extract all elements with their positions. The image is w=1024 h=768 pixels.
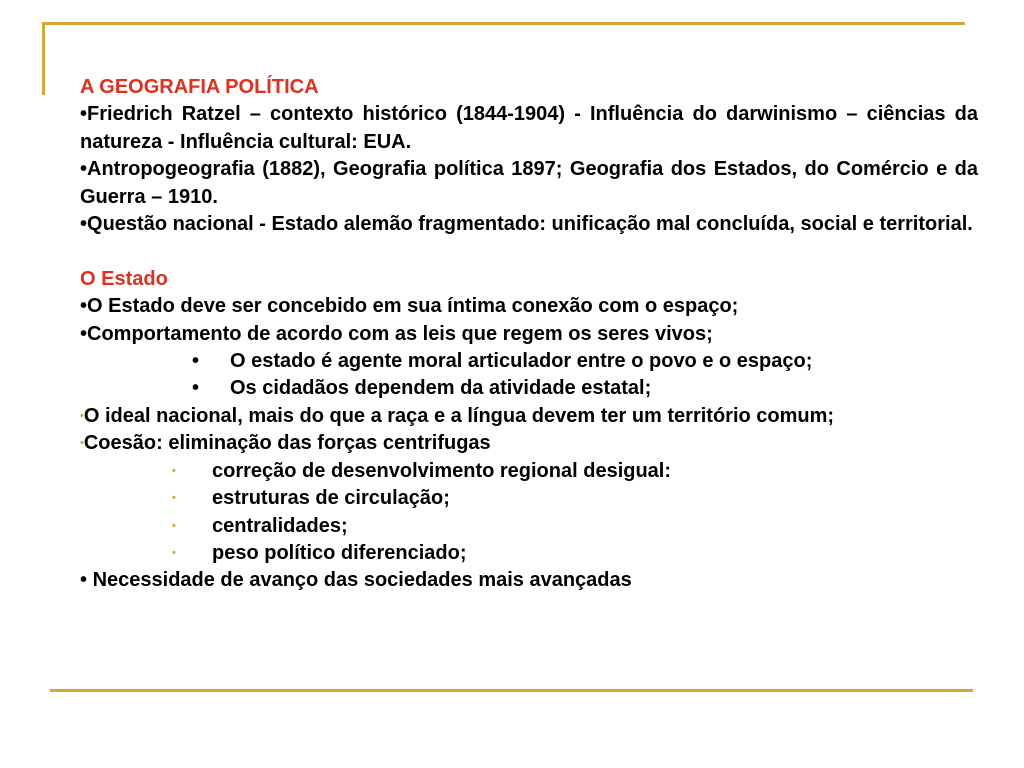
bullet-icon: • <box>192 350 200 373</box>
bullet-item: •O ideal nacional, mais do que a raça e a língua devem ter um território comum; <box>80 404 835 427</box>
bullet-icon: • <box>192 377 200 400</box>
bullet-item: • Necessidade de avanço das sociedades mais avançadas <box>80 569 632 592</box>
small-bullet-icon: • <box>80 409 84 422</box>
small-bullet-icon: • <box>172 464 176 477</box>
small-bullet-icon: • <box>172 492 176 505</box>
left-decorative-line <box>42 22 45 95</box>
section-heading-geografia: A GEOGRAFIA POLÍTICA <box>80 76 319 98</box>
bullet-icon: • <box>80 103 88 126</box>
spacer <box>80 238 978 265</box>
small-bullet-icon: • <box>80 437 84 450</box>
sub-bullet-item: • peso político diferenciado; <box>80 540 978 567</box>
small-bullet-icon: • <box>172 519 176 532</box>
small-bullet-icon: • <box>172 546 176 559</box>
slide-body <box>80 74 978 595</box>
bullet-icon: • <box>80 569 88 592</box>
bullet-icon: • <box>80 322 88 345</box>
bullet-item: •Questão nacional - Estado alemão fragmentado: unificação mal concluída, social e territorial. <box>80 213 973 236</box>
top-decorative-line <box>42 22 965 25</box>
sub-bullet-item: • estruturas de circulação; <box>80 485 978 512</box>
sub-bullet-item: • centralidades; <box>80 513 978 540</box>
section-heading-estado: O Estado <box>80 267 168 290</box>
bullet-item: •Antropogeografia (1882), Geografia política 1897; Geografia dos Estados, do Comércio e da Guerra – 1910. <box>80 158 978 208</box>
bullet-item: •Coesão: eliminação das forças centrifugas <box>80 432 491 455</box>
bullet-item: •Comportamento de acordo com as leis que regem os seres vivos; <box>80 322 713 345</box>
bullet-item: •Friedrich Ratzel – contexto histórico (1844-1904) - Influência do darwinismo – ciências da natureza - Influência cultural: EUA. <box>80 103 978 153</box>
sub-bullet-item: • Os cidadãos dependem da atividade estatal; <box>80 375 978 402</box>
sub-bullet-item: • O estado é agente moral articulador entre o povo e o espaço; <box>80 348 978 375</box>
bottom-decorative-line <box>50 689 973 692</box>
bullet-icon: • <box>80 213 88 236</box>
bullet-icon: • <box>80 158 88 181</box>
bullet-icon: • <box>80 295 88 318</box>
sub-bullet-item: • correção de desenvolvimento regional desigual: <box>80 458 978 485</box>
bullet-item: •O Estado deve ser concebido em sua íntima conexão com o espaço; <box>80 295 739 318</box>
